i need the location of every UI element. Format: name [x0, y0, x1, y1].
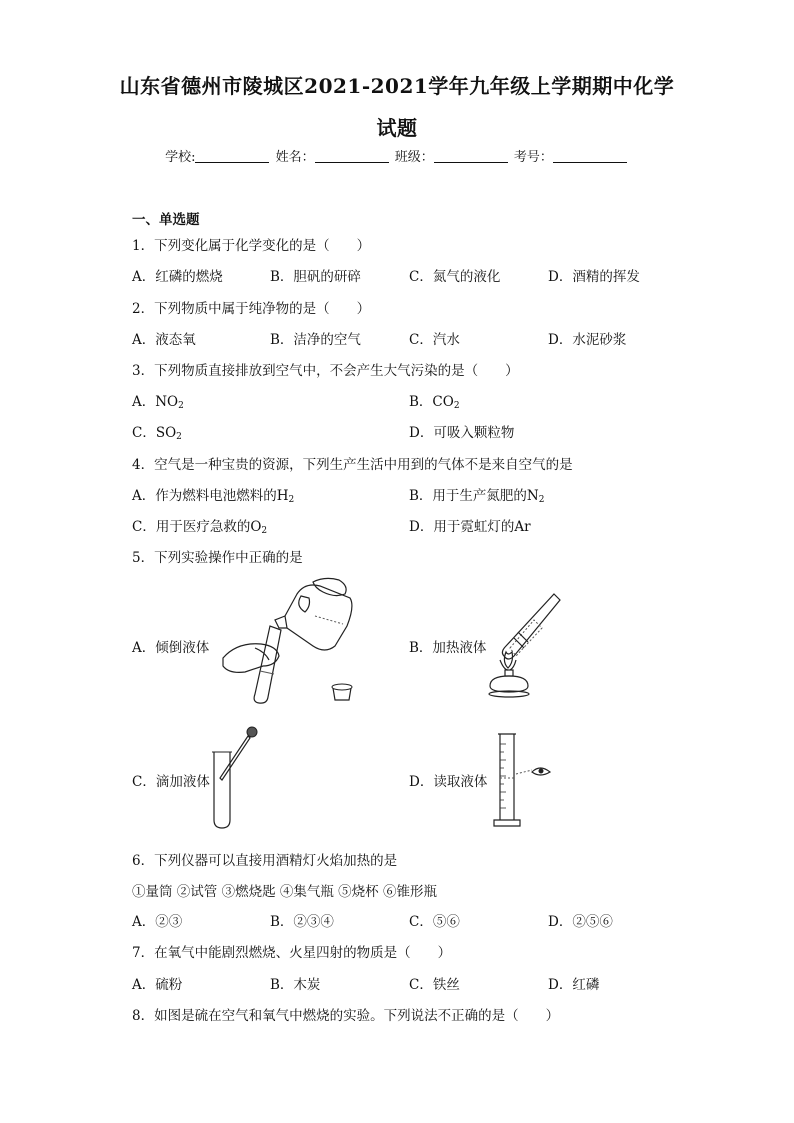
- q5-option-a: A．倾倒液体: [132, 640, 210, 656]
- q1-option-b: B．胆矾的研碎: [270, 269, 361, 285]
- q4-stem: 4．空气是一种宝贵的资源，下列生产生活中用到的气体不是来自空气的是: [132, 457, 573, 473]
- q2-option-c: C．汽水: [409, 332, 460, 348]
- q4-option-c: C．用于医疗急救的$O_2$: [132, 519, 268, 536]
- q1-stem: 1．下列变化属于化学变化的是（ ）: [132, 238, 371, 254]
- q3-stem: 3．下列物质直接排放到空气中，不会产生大气污染的是（ ）: [132, 363, 519, 379]
- q1-option-c: C．氮气的液化: [409, 269, 501, 285]
- name-label: 姓名：: [275, 150, 315, 165]
- q7-option-b: B．木炭: [270, 977, 321, 993]
- exam-no-blank: [553, 149, 627, 163]
- q1-option-d: D．酒精的挥发: [548, 269, 640, 285]
- q2-option-a: A．液态氧: [132, 332, 196, 348]
- q6-option-d: D．②⑤⑥: [548, 914, 613, 930]
- exam-no-label: 考号：: [513, 150, 553, 165]
- class-label: 班级：: [394, 150, 434, 165]
- q7-option-c: C．铁丝: [409, 977, 460, 993]
- q6-option-a: A．②③: [132, 914, 183, 930]
- reading-volume-figure: [492, 730, 556, 830]
- dropping-liquid-figure: [200, 726, 260, 830]
- q5-option-c: C．滴加液体: [132, 774, 210, 790]
- q4-option-a: A．作为燃料电池燃料的$H_2$: [132, 488, 295, 505]
- q4-option-b: B．用于生产氮肥的$N_2$: [409, 488, 545, 505]
- school-label: 学校:: [165, 150, 196, 165]
- school-blank: [195, 149, 269, 163]
- exam-title-line2: 试题: [376, 116, 418, 140]
- section-title: 一、单选题: [132, 212, 200, 228]
- q4-option-d: D．用于霓虹灯的Ar: [409, 519, 531, 535]
- q3-option-b: B．$CO_2$: [409, 394, 460, 411]
- q2-stem: 2．下列物质中属于纯净物的是（ ）: [132, 301, 371, 317]
- exam-title-line1: 山东省德州市陵城区2021-2021学年九年级上学期期中化学: [119, 74, 675, 98]
- q3-option-c: C．$SO_2$: [132, 425, 182, 442]
- q1-option-a: A．红磷的燃烧: [132, 269, 223, 285]
- q3-option-d: D．可吸入颗粒物: [409, 425, 515, 441]
- q6-stem: 6．下列仪器可以直接用酒精灯火焰加热的是: [132, 853, 398, 869]
- q5-option-d: D．读取液体: [409, 774, 488, 790]
- q8-stem: 8．如图是硫在空气和氧气中燃烧的实验。下列说法不正确的是（ ）: [132, 1008, 560, 1024]
- pouring-liquid-figure: [215, 576, 355, 706]
- q2-option-b: B．洁净的空气: [270, 332, 361, 348]
- q7-option-a: A．硫粉: [132, 977, 183, 993]
- q2-option-d: D．水泥砂浆: [548, 332, 627, 348]
- q6-option-b: B．②③④: [270, 914, 334, 930]
- student-info-line: [0, 146, 794, 165]
- q7-option-d: D．红磷: [548, 977, 600, 993]
- q6-items: ①量筒 ②试管 ③燃烧匙 ④集气瓶 ⑤烧杯 ⑥锥形瓶: [132, 884, 437, 900]
- q5-option-b: B．加热液体: [409, 640, 487, 656]
- class-blank: [434, 149, 508, 163]
- q5-stem: 5．下列实验操作中正确的是: [132, 550, 303, 566]
- q3-option-a: A．$NO_2$: [132, 394, 184, 411]
- q7-stem: 7．在氧气中能剧烈燃烧、火星四射的物质是（ ）: [132, 945, 452, 961]
- q6-option-c: C．⑤⑥: [409, 914, 460, 930]
- name-blank: [315, 149, 389, 163]
- heating-liquid-figure: [484, 590, 560, 700]
